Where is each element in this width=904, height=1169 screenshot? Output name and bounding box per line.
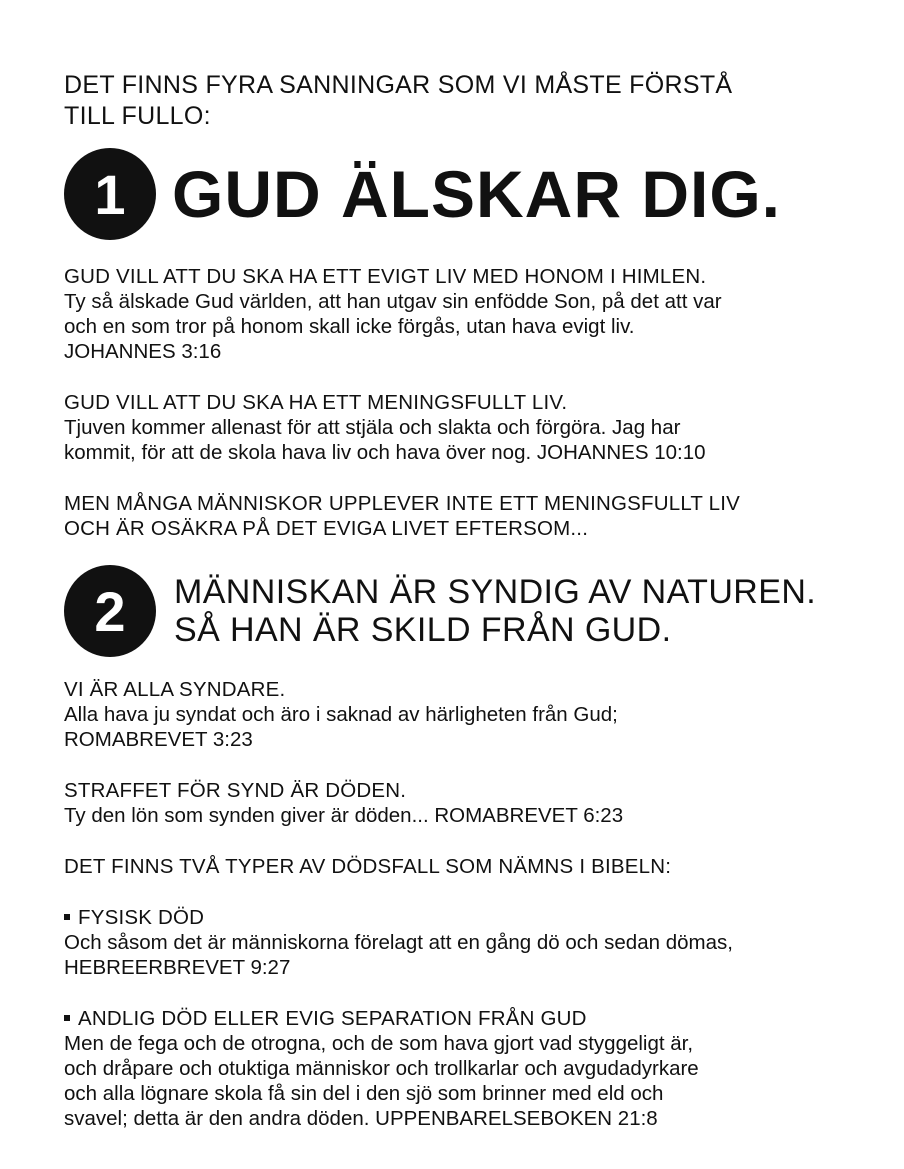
section-1-paragraph-2 [64,390,864,465]
paragraph-line: Men de fega och de otrogna, och de som hava gjort vad styggeligt är, [64,1032,694,1055]
intro-line-1: DET FINNS FYRA SANNINGAR SOM VI MÅSTE FÖRSTÅ [64,71,733,99]
bullet-lead [64,905,864,930]
section-1-paragraph-1 [64,264,864,364]
section-2-paragraph-2 [64,778,864,828]
intro-line-2: TILL FULLO: [64,102,211,130]
paragraph-line: Ty den lön som synden giver är döden... ROMABREVET 6:23 [64,804,624,827]
scripture-reference: JOHANNES 3:16 [64,340,222,363]
paragraph-line: svavel; detta är den andra döden. UPPENBARELSEBOKEN 21:8 [64,1107,658,1130]
paragraph-lead: GUD VILL ATT DU SKA HA ETT MENINGSFULLT LIV. [64,391,568,414]
paragraph-line: Och såsom det är människorna förelagt att en gång dö och sedan dömas, [64,931,733,954]
section-2-paragraph-1 [64,677,864,752]
number-1-badge: 1 [64,148,156,240]
section-2-paragraph-3 [64,854,864,879]
paragraph-line: och alla lögnare skola få sin del i den sjö som brinner med eld och [64,1082,664,1105]
bullet-lead [64,1006,864,1031]
scripture-reference: HEBREERBREVET 9:27 [64,956,291,979]
scripture-reference: ROMABREVET 3:23 [64,728,253,751]
bullet-icon [64,914,70,920]
bullet-spiritual-death [64,1006,864,1131]
section-2-heading [64,561,864,661]
paragraph-lead: VI ÄR ALLA SYNDARE. [64,678,286,701]
bullet-lead-text: ANDLIG DÖD ELLER EVIG SEPARATION FRÅN GUD [78,1007,587,1030]
paragraph-lead: DET FINNS TVÅ TYPER AV DÖDSFALL SOM NÄMNS I BIBELN: [64,855,672,878]
paragraph-line: och en som tror på honom skall icke förgås, utan hava evigt liv. [64,315,635,338]
bullet-icon [64,1015,70,1021]
section-1-title: GUD ÄLSKAR DIG. [172,157,781,231]
section-1-heading [64,144,864,244]
intro-heading [64,70,864,132]
paragraph-line: kommit, för att de skola hava liv och hava över nog. JOHANNES 10:10 [64,441,706,464]
section-1-paragraph-3 [64,491,864,541]
paragraph-line: och dråpare och otuktiga människor och trollkarlar och avgudadyrkare [64,1057,699,1080]
paragraph-lead: STRAFFET FÖR SYND ÄR DÖDEN. [64,779,407,802]
paragraph-lead: GUD VILL ATT DU SKA HA ETT EVIGT LIV MED HONOM I HIMLEN. [64,265,707,288]
paragraph-line: OCH ÄR OSÄKRA PÅ DET EVIGA LIVET EFTERSOM... [64,517,589,540]
section-2-title-line-1: MÄNNISKAN ÄR SYNDIG AV NATUREN. [174,573,817,611]
paragraph-line: Tjuven kommer allenast för att stjäla och slakta och förgöra. Jag har [64,416,681,439]
bullet-physical-death [64,905,864,980]
paragraph-line: Alla hava ju syndat och äro i saknad av härligheten från Gud; [64,703,618,726]
tract-page [64,70,864,1131]
paragraph-line: MEN MÅNGA MÄNNISKOR UPPLEVER INTE ETT MENINGSFULLT LIV [64,492,741,515]
bullet-lead-text: FYSISK DÖD [78,906,205,929]
section-2-title-line-2: SÅ HAN ÄR SKILD FRÅN GUD. [174,611,672,649]
paragraph-line: Ty så älskade Gud världen, att han utgav sin enfödde Son, på det att var [64,290,722,313]
section-2-title [174,573,816,649]
number-2-badge: 2 [64,565,156,657]
